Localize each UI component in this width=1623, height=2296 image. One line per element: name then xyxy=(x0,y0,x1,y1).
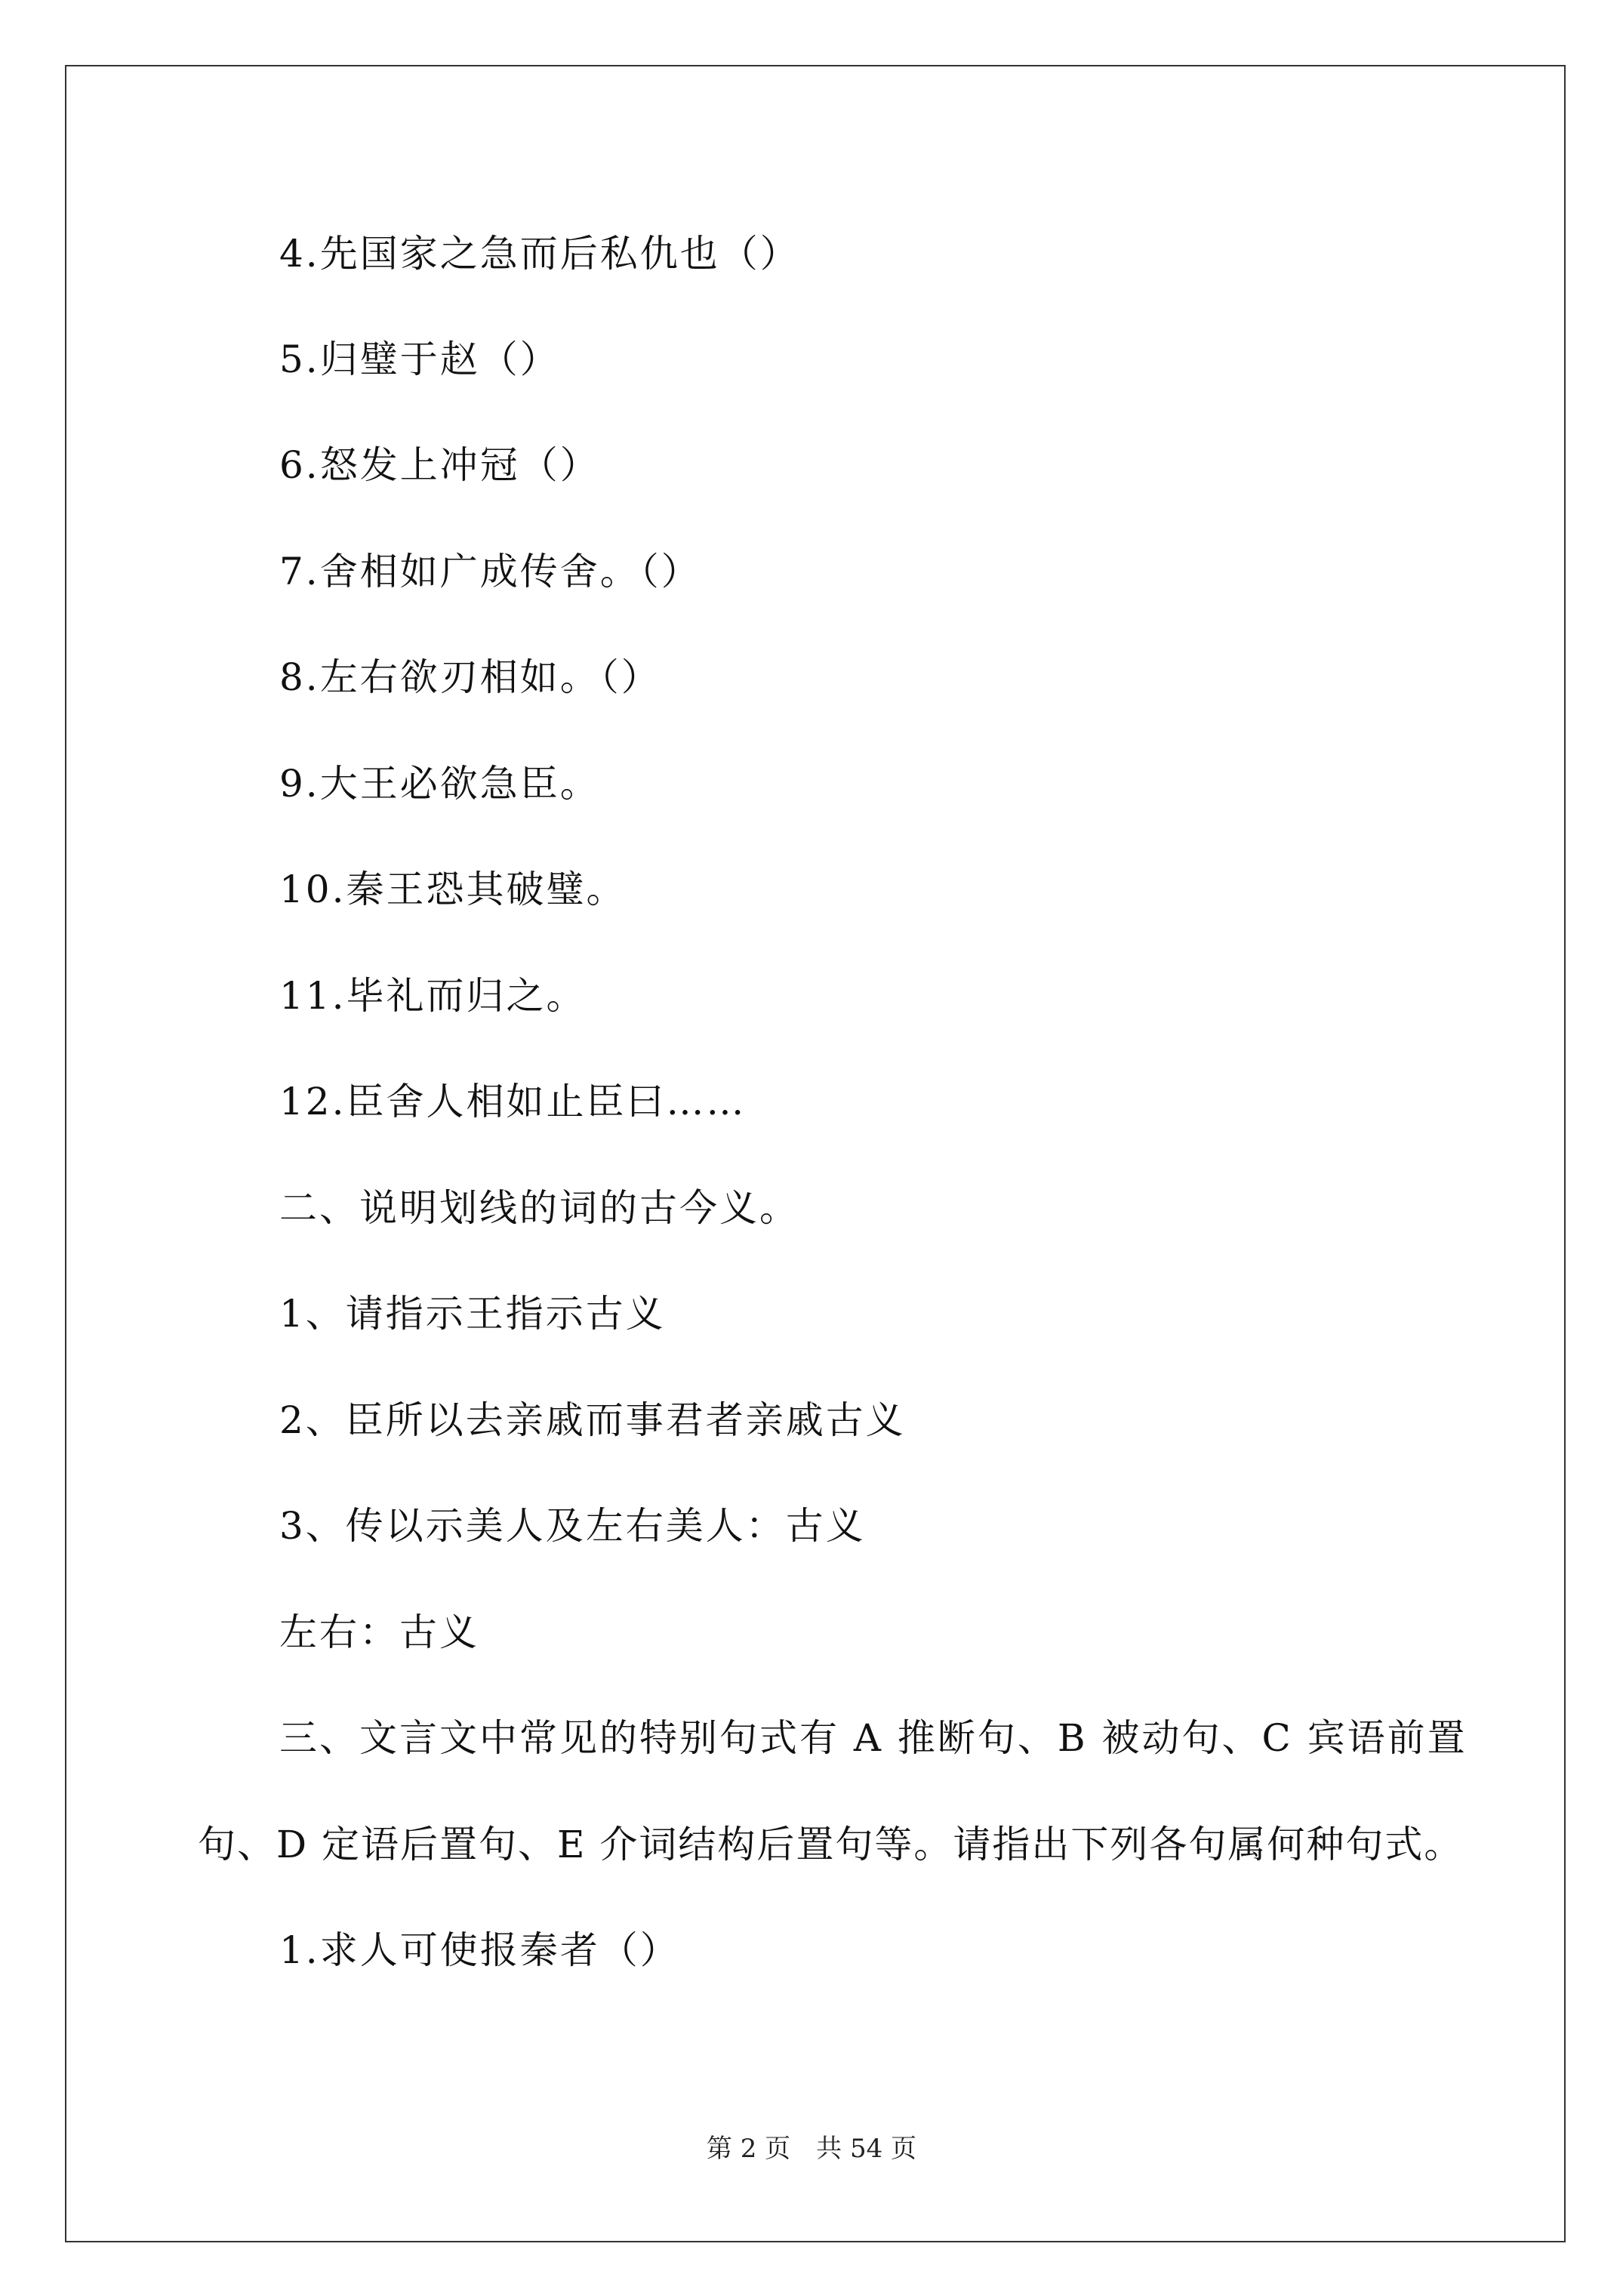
text-line: 12.臣舍人相如止臣曰…… xyxy=(279,1080,747,1123)
text-line: 左右：古义 xyxy=(279,1610,479,1654)
text-line: 2、臣所以去亲戚而事君者亲戚古义 xyxy=(279,1398,906,1442)
text-line: 1、请指示王指示古义 xyxy=(279,1292,666,1336)
text-line: 9.大王必欲急臣。 xyxy=(279,762,600,806)
page-border xyxy=(65,65,1566,2242)
page-footer: 第 2 页 共 54 页 xyxy=(706,2134,917,2164)
text-line: 5.归璧于赵（） xyxy=(279,337,560,381)
text-line: 7.舍相如广成传舍。（） xyxy=(279,550,701,593)
text-line: 11.毕礼而归之。 xyxy=(279,974,587,1018)
text-line: 6.怒发上冲冠（） xyxy=(279,443,600,487)
text-line: 8.左右欲刃相如。（） xyxy=(279,655,661,699)
text-line: 4.先国家之急而后私仇也（） xyxy=(279,232,800,276)
section-heading: 三、文言文中常见的特别句式有 A 推断句、B 被动句、C 宾语前置 xyxy=(279,1716,1467,1760)
text-line: 句、D 定语后置句、E 介词结构后置句等。请指出下列各句属何种句式。 xyxy=(198,1823,1464,1866)
text-line: 10.秦王恐其破璧。 xyxy=(279,868,627,911)
section-heading: 二、说明划线的词的古今义。 xyxy=(279,1186,799,1230)
text-line: 3、传以示美人及左右美人：古义 xyxy=(279,1504,866,1548)
text-line: 1.求人可使报秦者（） xyxy=(279,1928,680,1972)
